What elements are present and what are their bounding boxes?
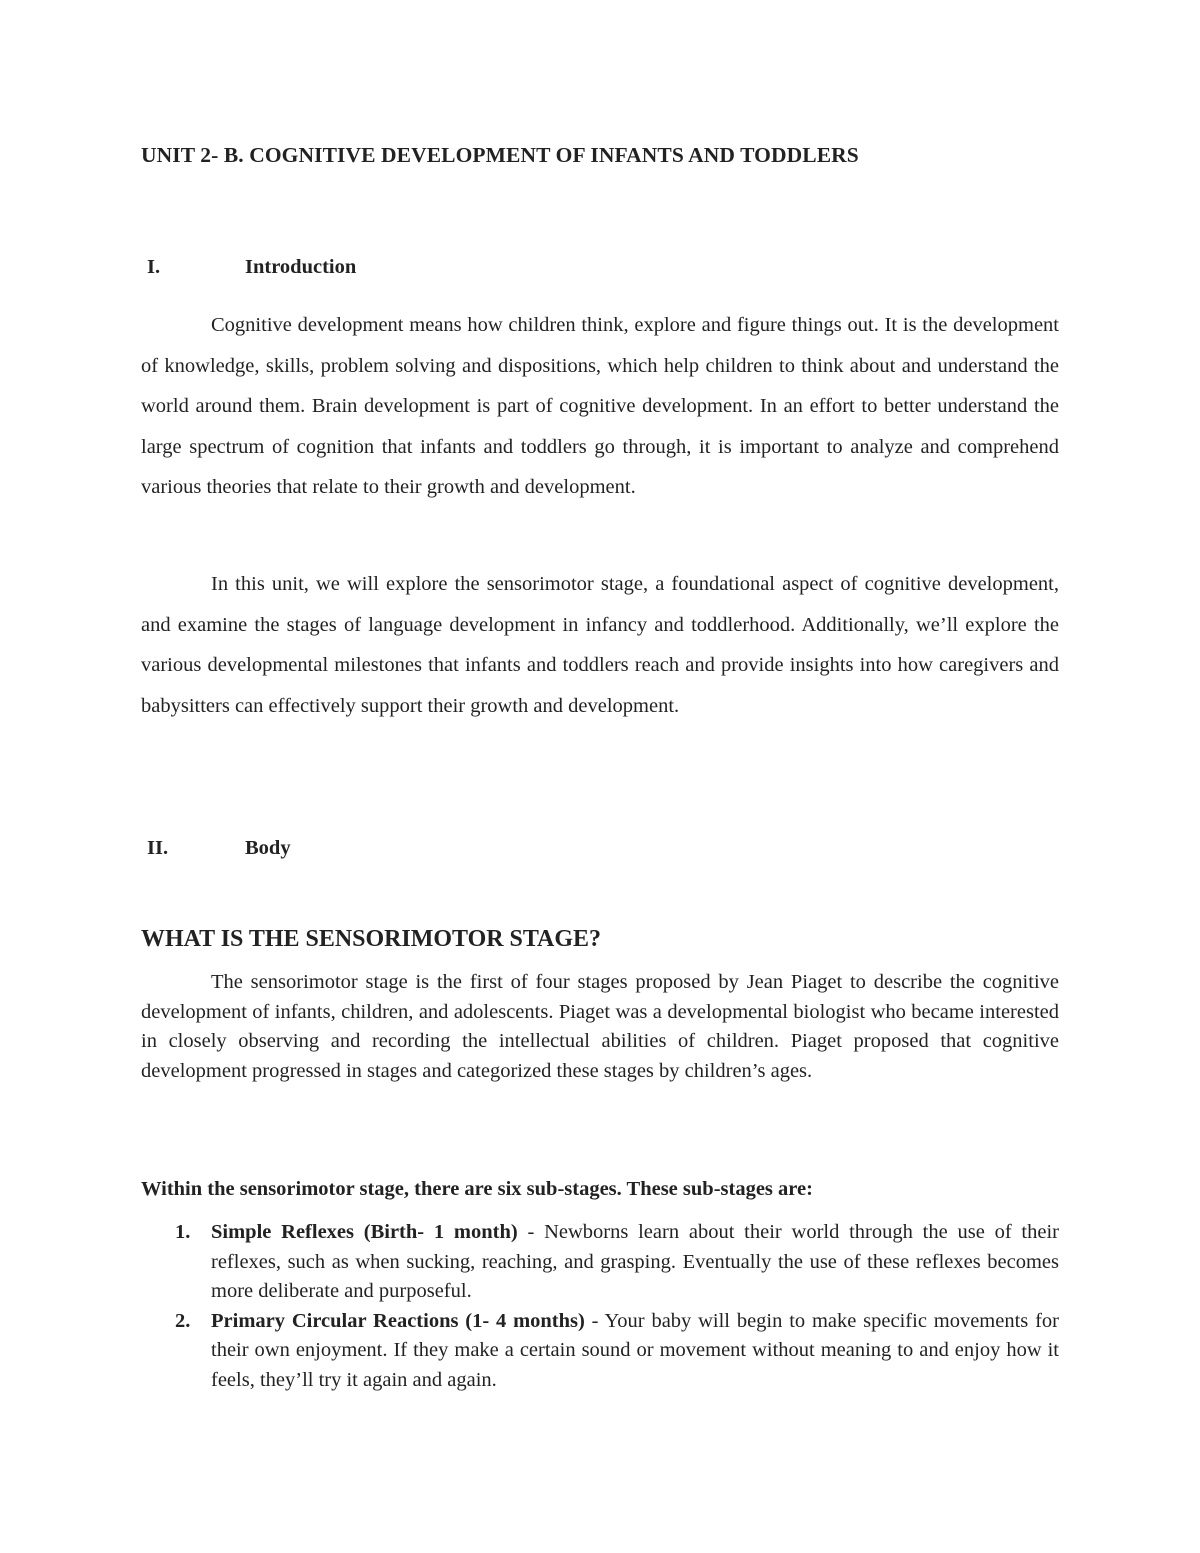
section-heading-body: [141, 837, 291, 860]
substages-intro: Within the sensorimotor stage, there are six sub-stages. These sub-stages are:: [141, 1178, 813, 1200]
substages-list: [141, 1218, 1059, 1395]
substage-description: - Your baby will begin to make specific movements for their own enjoyment. If they make a certain sound or movement without meaning to and enjoy how it feels, they’ll try it again and again.: [211, 1309, 1059, 1391]
list-item: [141, 1307, 1059, 1396]
document-title: UNIT 2- B. COGNITIVE DEVELOPMENT OF INFANTS AND TODDLERS: [141, 143, 859, 167]
intro-paragraph-2: In this unit, we will explore the sensorimotor stage, a foundational aspect of cognitive development, and examine the stages of language development in infancy and toddlerhood. Additionally, we’ll explore the various developmental milestones that infants and toddlers reach and provide insights into how caregivers and babysitters can effectively support their growth and development.: [141, 573, 1059, 717]
substage-term: Primary Circular Reactions (1- 4 months): [211, 1309, 585, 1332]
section-number: I.: [147, 256, 161, 278]
intro-paragraph-1: Cognitive development means how children think, explore and figure things out. It is the development of knowledge, skills, problem solving and dispositions, which help children to think about and understand the world around them. Brain development is part of cognitive development. In an effort to better understand the large spectrum of cognition that infants and toddlers go through, it is important to analyze and comprehend various theories that relate to their growth and development.: [141, 314, 1059, 499]
section-title: Introduction: [245, 256, 357, 278]
substage-description: - Newborns learn about their world through the use of their reflexes, such as when sucking, reaching, and grasping. Eventually the use of these reflexes becomes more deliberate and purposeful.: [211, 1221, 1059, 1302]
sensorimotor-heading: WHAT IS THE SENSORIMOTOR STAGE?: [141, 926, 601, 952]
list-item-index: 1.: [175, 1221, 191, 1243]
sensorimotor-paragraph: The sensorimotor stage is the first of four stages proposed by Jean Piaget to describe the cognitive development of infants, children, and adolescents. Piaget was a developmental biologist who became interested in closely observing and recording the intellectual abilities of children. Piaget proposed that cognitive development progressed in stages and categorized these stages by children’s ages.: [141, 971, 1059, 1082]
section-heading-introduction: [141, 256, 356, 279]
section-number: II.: [147, 837, 169, 859]
section-title: Body: [245, 837, 291, 859]
list-item: [141, 1218, 1059, 1307]
list-item-index: 2.: [175, 1309, 191, 1332]
substage-term: Simple Reflexes (Birth- 1 month): [211, 1221, 518, 1243]
